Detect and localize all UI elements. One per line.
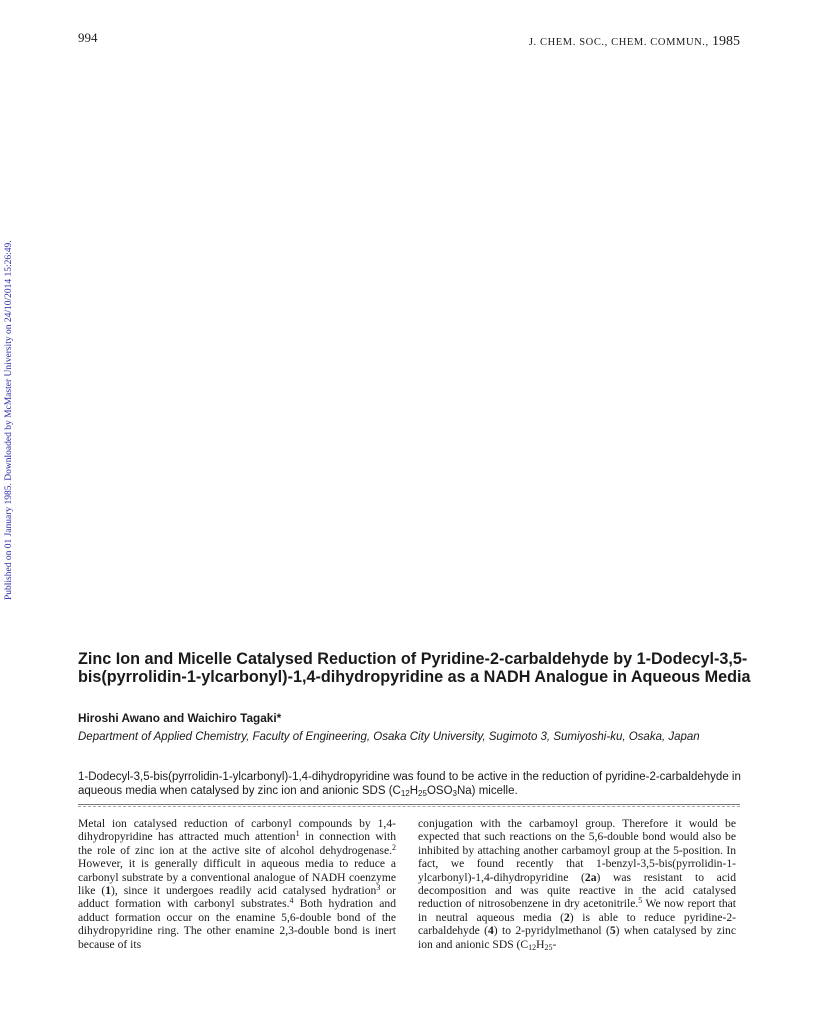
body-text: However, it is generally difficult in aqueous media to reduce a carbonyl substrate by a conventional analogue of NADH coenzyme like (: [78, 857, 396, 898]
page-number: 994: [78, 30, 98, 45]
abstract-text: OSO: [426, 785, 453, 797]
journal-reference: [529, 34, 740, 50]
abstract-divider: [78, 804, 740, 805]
subscript: 12: [528, 942, 537, 952]
compound-number: 2: [563, 910, 570, 924]
body-text: ), since it undergoes readily acid catalysed hydration: [111, 884, 377, 898]
body-column-right: [418, 817, 736, 951]
body-text: -: [552, 937, 557, 951]
body-text: ) when catalysed by zinc ion and anionic SDS (C: [418, 924, 736, 951]
body-text: ) is able to reduce pyridine-2-carbaldehyde (: [418, 910, 736, 938]
reference-marker: 4: [289, 896, 294, 906]
subscript: 12: [400, 789, 410, 798]
body-text: or adduct formation with carbonyl substrates.: [78, 884, 396, 911]
reference-marker: 5: [638, 896, 643, 906]
subscript: 3: [452, 789, 457, 798]
body-column-left: [78, 817, 396, 951]
body-text: in connection with the role of zinc ion at the active site of alcohol dehydrogenase.: [78, 830, 396, 857]
abstract-divider-dashed: [78, 806, 740, 807]
subscript: 25: [544, 942, 553, 952]
abstract-text: Na) micelle.: [456, 785, 518, 797]
body-text: conjugation with the carbamoyl group. Therefore it would be expected that such reactions on the 5,6-double bond would also be inhibited by attaching another carbamoyl group at the 5-position. In fact, we found recently that 1-benzyl-3,5-bis(pyrrolidin-1-ylcarbonyl)-1,4-dihydropyridine (: [418, 817, 736, 884]
body-text: Metal ion catalysed reduction of carbonyl compounds by 1,4-dihydropyridine has attracted much attention: [78, 817, 396, 844]
compound-number: 4: [488, 924, 494, 938]
abstract-text: H: [409, 785, 419, 797]
reference-marker: 1: [295, 829, 300, 839]
body-text: ) to 2-pyridylmethanol (: [493, 924, 610, 938]
author-affiliation: Department of Applied Chemistry, Faculty of Engineering, Osaka City University, Sugimoto 3, Sumiyoshi-ku, Osaka, Japan: [78, 731, 700, 743]
article-abstract: [78, 770, 748, 798]
compound-number: 5: [609, 924, 616, 938]
body-text: Both hydration and adduct formation occur on the enamine 5,6-double bond of the dihydropyridine ring. The other enamine 2,3-double bond is inert because of its: [78, 897, 396, 951]
journal-name: J. CHEM. SOC., CHEM. COMMUN.,: [528, 37, 709, 48]
body-text: ) was resistant to acid decomposition and was quite reactive in the acid catalysed reduction of nitrosobenzene in dry acetonitrile.: [418, 870, 736, 911]
reference-marker: 3: [376, 883, 381, 893]
body-text: We now report that in neutral aqueous media (: [418, 897, 736, 924]
download-provenance-note: Published on 01 January 1985. Downloaded by McMaster University on 24/10/2014 15:26:49.: [4, 240, 14, 600]
compound-number: 1: [105, 884, 112, 898]
subscript: 25: [418, 789, 427, 798]
article-title: Zinc Ion and Micelle Catalysed Reduction of Pyridine-2-carbaldehyde by 1-Dodecyl-3,5-bis(pyrrolidin-1-ylcarbonyl)-1,4-dihydropyridine as a NADH Analogue in Aqueous Media: [78, 650, 751, 686]
body-text: H: [536, 937, 545, 951]
compound-number: 2a: [584, 870, 597, 884]
abstract-text: 1-Dodecyl-3,5-bis(pyrrolidin-1-ylcarbonyl)-1,4-dihydropyridine was found to be active in the reduction of pyridine-2-carbaldehyde in aqueous media when catalysed by zinc ion and anionic SDS (C: [78, 771, 741, 797]
article-authors: Hiroshi Awano and Waichiro Tagaki*: [78, 711, 282, 725]
reference-marker: 2: [392, 842, 396, 852]
journal-year: 1985: [712, 34, 740, 49]
